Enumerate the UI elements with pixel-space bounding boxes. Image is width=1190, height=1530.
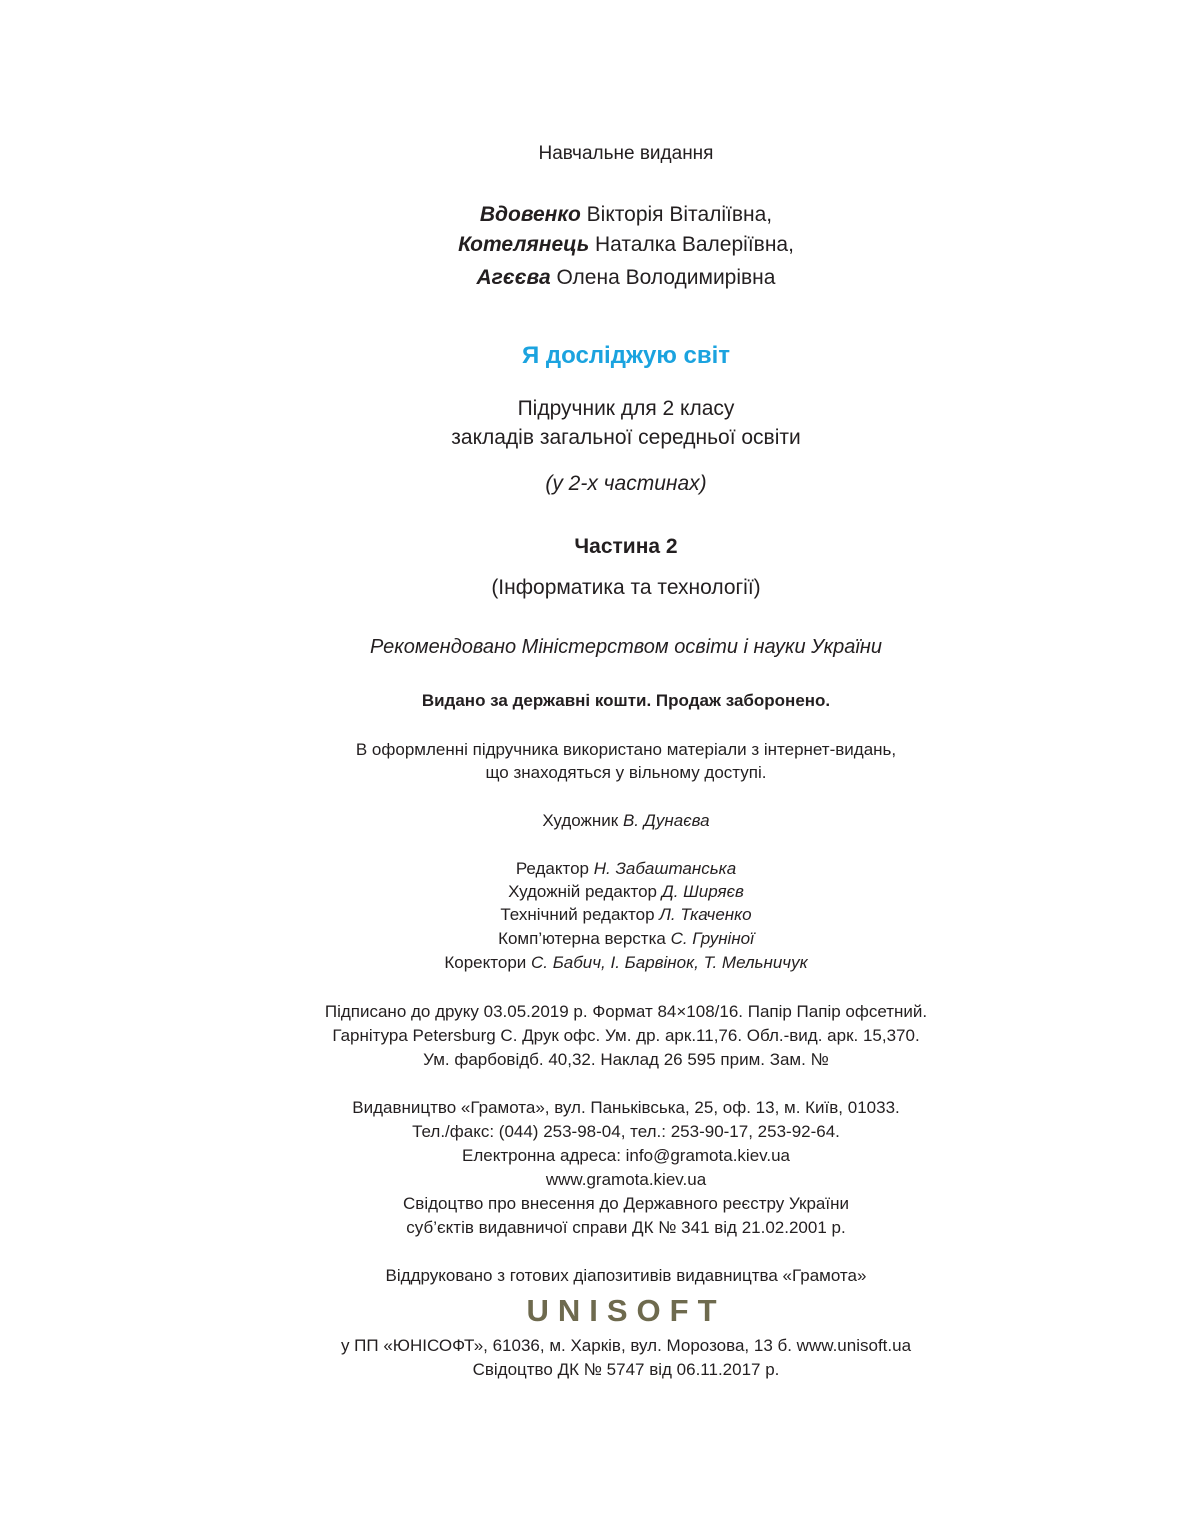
print-specs-line: Підписано до друку 03.05.2019 р. Формат 84×108/16. Папір Папір офсетний. — [324, 1002, 928, 1021]
credit-role: Технічний редактор — [500, 905, 660, 924]
printer-line: Свідоцтво ДК № 5747 від 06.11.2017 р. — [472, 1360, 780, 1379]
author-given-name: Вікторія Віталіївна, — [580, 203, 773, 226]
credit-name: С. Бабич, І. Барвінок, Т. Мельничук — [531, 953, 808, 972]
publisher-email: Електронна адреса: info@gramota.kiev.ua — [461, 1146, 791, 1165]
credit-name: Д. Ширяєв — [661, 882, 744, 901]
credit-role: Комп’ютерна верстка — [498, 929, 671, 948]
credit-name: С. Груніної — [670, 929, 754, 948]
credit-role: Коректори — [444, 953, 531, 972]
publisher-line: Тел./факс: (044) 253-98-04, тел.: 253-90-17, 253-92-64. — [412, 1122, 840, 1141]
unisoft-logo: UNISOFT — [526, 1293, 726, 1328]
parts-note: (у 2-х частинах) — [545, 472, 707, 495]
printer-line: у ПП «ЮНІСОФТ», 61036, м. Харків, вул. Морозова, 13 б. www.unisoft.ua — [340, 1336, 912, 1355]
credit-role: Редактор — [515, 859, 594, 878]
author-surname: Агєєва — [476, 266, 551, 289]
author-given-name: Олена Володимирівна — [550, 266, 776, 289]
credit-name: В. Дунаєва — [622, 811, 710, 830]
print-specs-line: Гарнітура Petersburg C. Друк офс. Ум. др. арк.11,76. Обл.-вид. арк. 15,370. — [332, 1026, 920, 1045]
author-surname: Вдовенко — [479, 203, 581, 226]
credit-name: Л. Ткаченко — [659, 905, 752, 924]
printed-from: Віддруковано з готових діапозитивів видавництва «Грамота» — [385, 1266, 867, 1285]
credit-line — [0, 882, 1190, 902]
state-funded-notice: Видано за державні кошти. Продаж заборонено. — [421, 691, 831, 710]
recommendation: Рекомендовано Міністерством освіти і науки України — [370, 636, 882, 658]
author-surname: Котелянець — [458, 233, 590, 256]
author-line — [0, 233, 1190, 257]
credit-line — [0, 859, 1190, 879]
publisher-line: суб’єктів видавничої справи ДК № 341 від 21.02.2001 р. — [406, 1218, 846, 1237]
artist-credit — [0, 811, 1190, 831]
part-number: Частина 2 — [574, 535, 678, 558]
publisher-line: Свідоцтво про внесення до Державного реєстру України — [403, 1194, 849, 1213]
publisher-website: www.gramota.kiev.ua — [545, 1170, 707, 1189]
subtitle-line: закладів загальної середньої освіти — [451, 426, 801, 449]
credit-line — [0, 905, 1190, 925]
author-given-name: Наталка Валеріївна, — [589, 233, 794, 256]
part-subject: (Інформатика та технології) — [491, 576, 761, 599]
materials-note-line: В оформленні підручника використано матеріали з інтернет-видань, — [355, 740, 897, 759]
print-specs-line: Ум. фарбовідб. 40,32. Наклад 26 595 прим. Зам. № — [423, 1050, 829, 1069]
credit-role: Художник — [542, 811, 623, 830]
subtitle-line: Підручник для 2 класу — [517, 397, 735, 420]
author-line — [0, 266, 1190, 290]
credit-line — [0, 953, 1190, 973]
author-line — [0, 203, 1190, 227]
credit-line — [0, 929, 1190, 949]
publisher-line: Видавництво «Грамота», вул. Паньківська, 25, оф. 13, м. Київ, 01033. — [352, 1098, 900, 1117]
book-title: Я досліджую світ — [521, 342, 731, 369]
credit-name: Н. Забаштанська — [593, 859, 737, 878]
edition-type: Навчальне видання — [538, 143, 714, 164]
credit-role: Художній редактор — [508, 882, 662, 901]
materials-note-line: що знаходяться у вільному доступі. — [485, 763, 767, 782]
